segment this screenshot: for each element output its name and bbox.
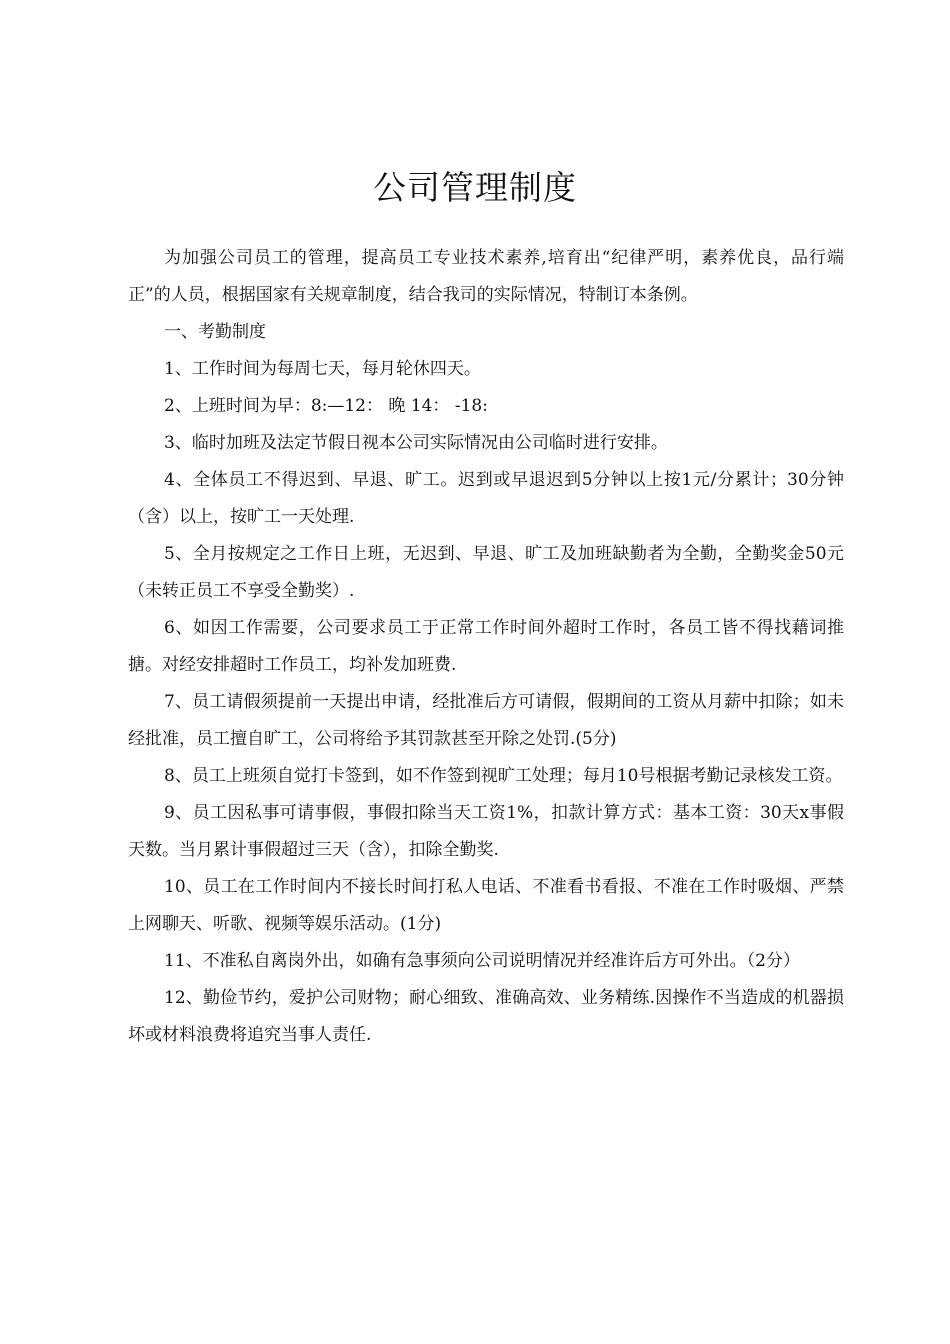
rule-item-3: 3、临时加班及法定节假日视本公司实际情况由公司临时进行安排。 [164,433,668,453]
rule-item-2: 2、上班时间为早：8:—12： 晚 14： -18: [164,396,488,416]
document-title: 公司管理制度 [373,168,577,207]
rule-item-1: 1、工作时间为每周七天，每月轮休四天。 [164,359,481,379]
rule-item-7: 7、员工请假须提前一天提出申请，经批准后方可请假，假期间的工资从月薪中扣除；如未经批准，员工擅自旷工，公司将给予其罚款甚至开除之处罚.(5分) [128,692,844,749]
document-body [128,240,844,1054]
section-heading-attendance: 一、考勤制度 [164,322,266,342]
rule-item-8: 8、员工上班须自觉打卡签到，如不作签到视旷工处理；每月10号根据考勤记录核发工资。 [164,766,843,786]
rule-item-5: 5、全月按规定之工作日上班，无迟到、早退、旷工及加班缺勤者为全勤，全勤奖金50元（未转正员工不享受全勤奖）. [128,544,844,601]
rule-item-11: 11、不准私自离岗外出，如确有急事须向公司说明情况并经准许后方可外出。（2分） [164,951,800,971]
rule-item-4: 4、全体员工不得迟到、早退、旷工。迟到或早退迟到5分钟以上按1元/分累计；30分钟（含）以上，按旷工一天处理. [128,470,844,527]
rule-item-12: 12、勤俭节约，爱护公司财物；耐心细致、准确高效、业务精练.因操作不当造成的机器损坏或材料浪费将追究当事人责任. [128,988,844,1045]
rule-item-6: 6、如因工作需要，公司要求员工于正常工作时间外超时工作时，各员工皆不得找藉词推搪。对经安排超时工作员工，均补发加班费. [128,618,844,675]
rule-item-10: 10、员工在工作时间内不接长时间打私人电话、不准看书看报、不准在工作时吸烟、严禁上网聊天、听歌、视频等娱乐活动。(1分) [128,877,844,934]
rule-item-9: 9、员工因私事可请事假，事假扣除当天工资1%，扣款计算方式：基本工资：30天x事假天数。当月累计事假超过三天（含），扣除全勤奖. [128,803,844,860]
intro-paragraph: 为加强公司员工的管理，提高员工专业技术素养,培育出“纪律严明，素养优良，品行端正”的人员，根据国家有关规章制度，结合我司的实际情况，特制订本条例。 [128,248,844,305]
